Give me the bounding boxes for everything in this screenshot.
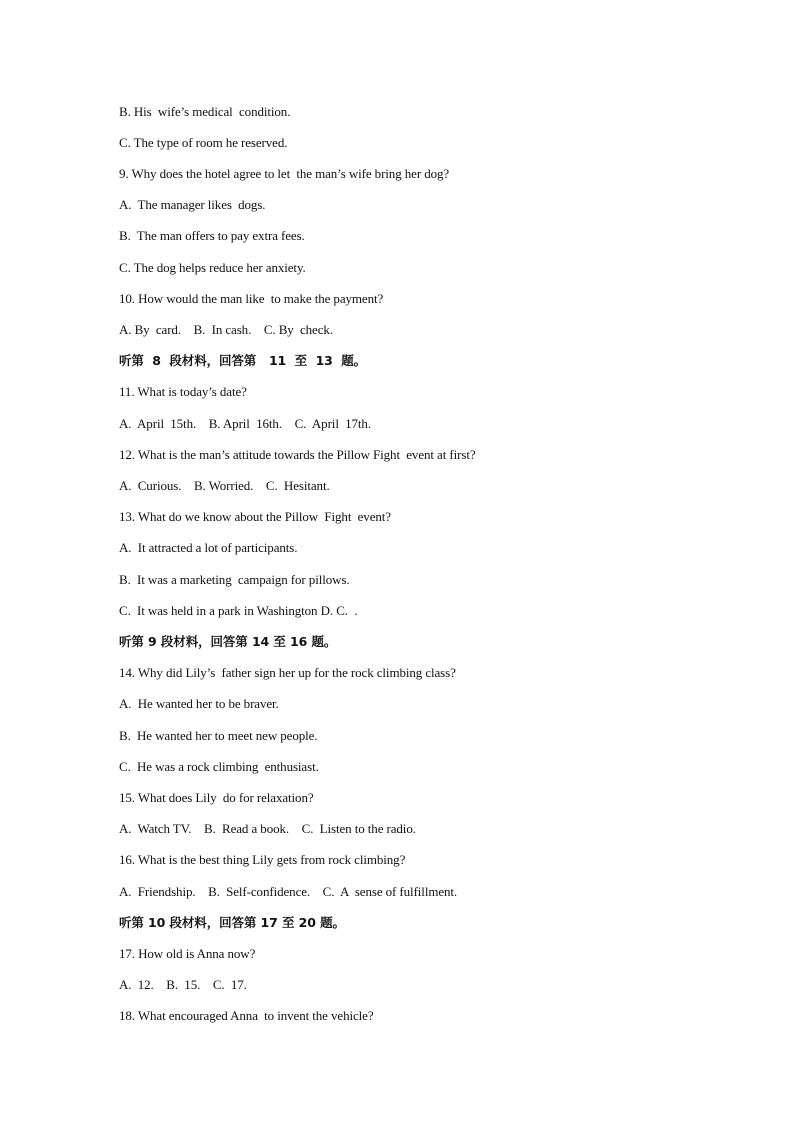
option-line: A. April 15th. B. April 16th. C. April 17th. bbox=[119, 416, 371, 431]
option-line: A. He wanted her to be braver. bbox=[119, 696, 279, 711]
question-line: 17. How old is Anna now? bbox=[119, 946, 256, 961]
option-line: A. By card. B. In cash. C. By check. bbox=[119, 322, 333, 337]
option-line: C. The dog helps reduce her anxiety. bbox=[119, 260, 306, 275]
option-line: B. It was a marketing campaign for pillows. bbox=[119, 572, 350, 587]
option-line: A. Watch TV. B. Read a book. C. Listen to the radio. bbox=[119, 821, 416, 836]
question-line: 16. What is the best thing Lily gets from rock climbing? bbox=[119, 852, 406, 867]
question-line: 18. What encouraged Anna to invent the vehicle? bbox=[119, 1008, 374, 1023]
section-heading: 听第 10 段材料，回答第 17 至 20 题。 bbox=[119, 915, 345, 930]
section-heading: 听第 8 段材料，回答第 11 至 13 题。 bbox=[119, 353, 367, 368]
option-line: C. It was held in a park in Washington D. C. . bbox=[119, 603, 358, 618]
option-line: A. Curious. B. Worried. C. Hesitant. bbox=[119, 478, 330, 493]
question-line: 12. What is the man’s attitude towards the Pillow Fight event at first? bbox=[119, 447, 476, 462]
option-line: C. He was a rock climbing enthusiast. bbox=[119, 759, 319, 774]
section-heading: 听第 9 段材料，回答第 14 至 16 题。 bbox=[119, 634, 337, 649]
question-line: 13. What do we know about the Pillow Fight event? bbox=[119, 509, 391, 524]
option-line: B. He wanted her to meet new people. bbox=[119, 728, 318, 743]
option-line: A. 12. B. 15. C. 17. bbox=[119, 977, 247, 992]
question-line: 11. What is today’s date? bbox=[119, 384, 247, 399]
option-line: C. The type of room he reserved. bbox=[119, 135, 288, 150]
option-line: A. Friendship. B. Self-confidence. C. A sense of fulfillment. bbox=[119, 884, 458, 899]
option-line: B. The man offers to pay extra fees. bbox=[119, 228, 305, 243]
option-line: A. The manager likes dogs. bbox=[119, 197, 266, 212]
question-line: 9. Why does the hotel agree to let the man’s wife bring her dog? bbox=[119, 166, 450, 181]
option-line: A. It attracted a lot of participants. bbox=[119, 540, 298, 555]
option-line: B. His wife’s medical condition. bbox=[119, 104, 291, 119]
question-line: 14. Why did Lily’s father sign her up for the rock climbing class? bbox=[119, 665, 456, 680]
question-line: 10. How would the man like to make the payment? bbox=[119, 291, 384, 306]
question-line: 15. What does Lily do for relaxation? bbox=[119, 790, 314, 805]
